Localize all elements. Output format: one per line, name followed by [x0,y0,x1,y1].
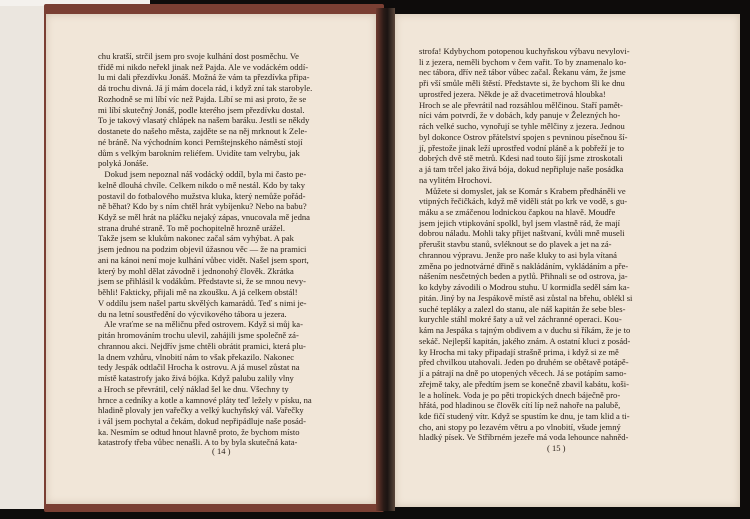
text-line: změna po jednotvárné dřině s nakládáním, vykládáním a pře- [419,260,629,271]
text-line: dobrou náladu. Mohli taky přijet naštvaní, kvůli mně museli [419,228,625,239]
text-line: byl dokonce Ostrov přátelství spojen s pevninou písečnou ší- [419,131,628,142]
text-line: níci vám potvrdí, že v dobách, kdy panuje v Železných ho- [419,110,621,121]
text-line: Takže jsem se klukům nakonec začal sám vyhýbat. A pak [98,233,294,244]
text-line: Když se měl hrát na pláčku nejaký zápas, vnucovala mě jedna [98,212,310,223]
text-line: rách velké sucho, vynořují se tyhle mělčiny z jezera. Jednou [419,121,625,132]
text-line: chrannou akci. Nejdřív jsme chtěli obrátit pramici, která plu- [98,340,306,351]
text-line: le a holínek. Voda je po pěti tropických dnech báječně pro- [419,389,621,400]
right-page-text [419,46,632,443]
text-line: katastrofy třeba vůbec nenašli. A to by byla skutečná kata- [98,437,298,448]
left-page [46,14,376,504]
text-line: dostanete do našeho města, zajděte se na něj mrknout k Zele- [98,126,308,137]
text-line: Rozhodně se mi líbí víc než Pajda. Líbí se mi asi proto, že se [98,93,307,104]
text-line: dům s velkým barokním reliéfem. Uvidíte tam velrybu, jak [98,147,300,158]
text-line: kelně dlouhá chvíle. Celkem nikdo o mě nestál. Kdo by taky [98,179,305,190]
text-line: Hroch se ale převrátil nad rozsáhlou mělčinou. Staří pamět- [419,99,623,110]
text-line: při vší smůle měli štěstí. Představte si, že bychom šli ke dnu [419,78,625,89]
text-line: pitán hromováním trochu ulevil, zahájili jsme společně zá- [98,330,299,341]
text-line: lu mi dali přezdívku Jonáš. Možná že vám ta přezdívka připa- [98,72,310,83]
text-line: strana druhé straně. To mě pochopitelně hrozně urážel. [98,222,285,233]
text-line: ně běhat? Kdo by s ním chtěl hrát vybíjenku? Nebo na babu? [98,201,307,212]
text-line: kurychle stáhl mokré šaty a už vel záchranné operaci. Kou- [419,314,622,325]
text-line: né bráně. Na východním konci Pernštejnského náměstí stojí [98,136,303,147]
text-line: suché teplákу a zalezl do stanu, ale náš kapitán že sebe bles- [419,303,626,314]
book-gutter [376,8,395,511]
text-line: vtipných řečičkách, když mě viděli stát po krk ve vodě, s gu- [419,196,628,207]
text-line: du na letní soustředění do výcvikového tábora u jezera. [98,308,287,319]
text-line: li z jezera, neměli bychom v čem vařit. To by znamenalo ko- [419,56,627,67]
text-line: jí, přestože jinak leží uprostřed vodní pláně a k pobřeží je to [419,142,625,153]
text-line: třídě mi nikdo neřekl jinak než Pajda. Ale ve vodáckém oddí- [98,61,309,72]
text-line: dobrých dvě stě metrů. Kdesi nad touto šíjí jsme ztroskotali [419,153,623,164]
right-page [395,14,740,507]
text-line: tedy Jespák odtlačil Hrocha k ostrovu. A já musel zůstat na [98,362,300,373]
text-line: a já tam trčel jako živá bója, dokud nepřipluje naše posádka [419,164,624,175]
text-line: jsem jejich vtipkování spolkl, byl jsem vlastně rád, že mají [419,217,621,228]
text-line: Dokud jsem nepoznal náš vodácký oddíl, byla mi často pe- [98,169,307,180]
text-line: nášením nesčetných beden a pytlů. Přihnali se od ostrova, ja- [419,271,628,282]
text-line: zřejmě taky, ale předtím jsem se konečně zbavil kabátu, koši- [419,378,629,389]
text-line: chu kratší, strčil jsem pro svoje kulhání dost posměchu. Ve [98,51,299,61]
left-page-text [98,51,312,448]
text-line: který by mohl dělat závodně i jednonohý člověk. Zkrátka [98,265,294,276]
text-line: před chvilkou utahovali. Jeden po druhém se obětavě potápě- [419,357,629,368]
text-line: sekáč. Nejlepší kapitán, jakého znám. A ostatní kluci z posád- [419,335,631,346]
text-line: jí a pátrají na dně po utopených věcech. Já se potápím samo- [419,368,627,379]
text-line: strofa! Kdybychom potopenou kuchyňskou výbavu nevylovi- [419,46,630,56]
text-line: kde fičí studený vítr. Když se spustím ke dnu, je tam klid a ti- [419,410,630,421]
text-line: na vylitém Hrochovi. [419,174,492,185]
right-page-number: ( 15 ) [547,443,566,453]
text-line: To je takový vlasatý chlápek na našem baráku. Jestli se někdy [98,115,310,126]
text-line: dá trochu divná. Já jí mám docela rád, i když zní tak starobyle. [98,83,313,94]
text-line: hrnce a cedníky a kotle a kamnové pláty teď ležely v písku, na [98,394,312,405]
text-line: uprostřed jezera. Někde je až dvacetimetrová hloubka! [419,88,606,99]
book-page-edges [0,6,47,509]
text-line: ka. Nesmím se odtud hnout hlavně proto, že bychom místo [98,426,300,437]
text-line: hladký písek. Ve Stříbrném jezeře má voda lehounce nahněd- [419,432,629,443]
text-line: i vál jsem pochytal a čekám, dokud nepřipádluje naše posád- [98,415,306,426]
text-line: chrannou výpravu. Jenže pro naše kluky to asi byla vítaná [419,249,617,260]
text-line: kám na Jespáka s tajným obdivem a v duchu si říkám, že je to [419,325,631,336]
text-line: běhli! Fakticky, přijali mě na zkoušku. A já celkem obstál! [98,287,298,298]
text-line: hřátá, pod hladinou se člověk cítí líp než nahoře na palubě, [419,400,621,411]
left-page-number: ( 14 ) [212,446,231,456]
text-line: Ale vraťme se na měličnu před ostrovem. Když si můj ka- [98,319,303,330]
text-line: místě katastrofy jako živá bójka. Když palubu zalily vlny [98,373,294,384]
text-line: jsem jednou na podzim objevil úžasnou věc — že na pramici [98,244,307,255]
text-line: cho, ani stopy po lezavém větru a po vlnobití, všude jemný [419,421,621,432]
text-line: máku a se zmáčenou lodnickou čapkou na hlavě. Moudře [419,207,616,218]
text-line: la dnem vzhůru, vlnobití nám to však překazilo. Nakonec [98,351,295,362]
text-line: ko kdyby závodili o Modrou stuhu. U kormidla seděl sám ka- [419,282,630,293]
text-line: postavil do fotbalového mužstva kluka, který nemůže pořád- [98,190,306,201]
text-line: mi líbí skutečný Jonáš, podle kterého jsem přezdívku dostal. [98,104,305,115]
text-line: pitán. Jiný by na Jespákově místě asi zůstal na břehu, oblékl si [419,292,633,303]
text-line: Můžete si domyslet, jak se Komár s Krabem předháněli ve [419,185,626,196]
text-line: polyká Jonáše. [98,158,149,169]
text-line: a Hroch se převrátil, celý náklad šel ke dnu. Všechny ty [98,383,289,394]
text-line: nec tábora, dřív než tábor vůbec začal. Řekanu vám, že jsme [419,67,626,78]
text-line: V oddílu jsem našel partu skvělých kamarádů. Teď s nimi je- [98,297,307,308]
text-line: ky Hrocha mi taky připadají strašně prima, i když si ze mě [419,346,619,357]
text-line: hladině plovaly jen vařečky a velký kuchyňský vál. Vařečky [98,405,304,416]
text-line: ani na kánoi není moje kulhání vůbec vidět. Našel jsem sport, [98,254,309,265]
text-line: jsem se přihlásil k vodákům. Představte si, že se mnou nevy- [98,276,306,287]
text-line: přerušit stavbu stanů, svléknout se do plavek a jet na zá- [419,239,612,250]
